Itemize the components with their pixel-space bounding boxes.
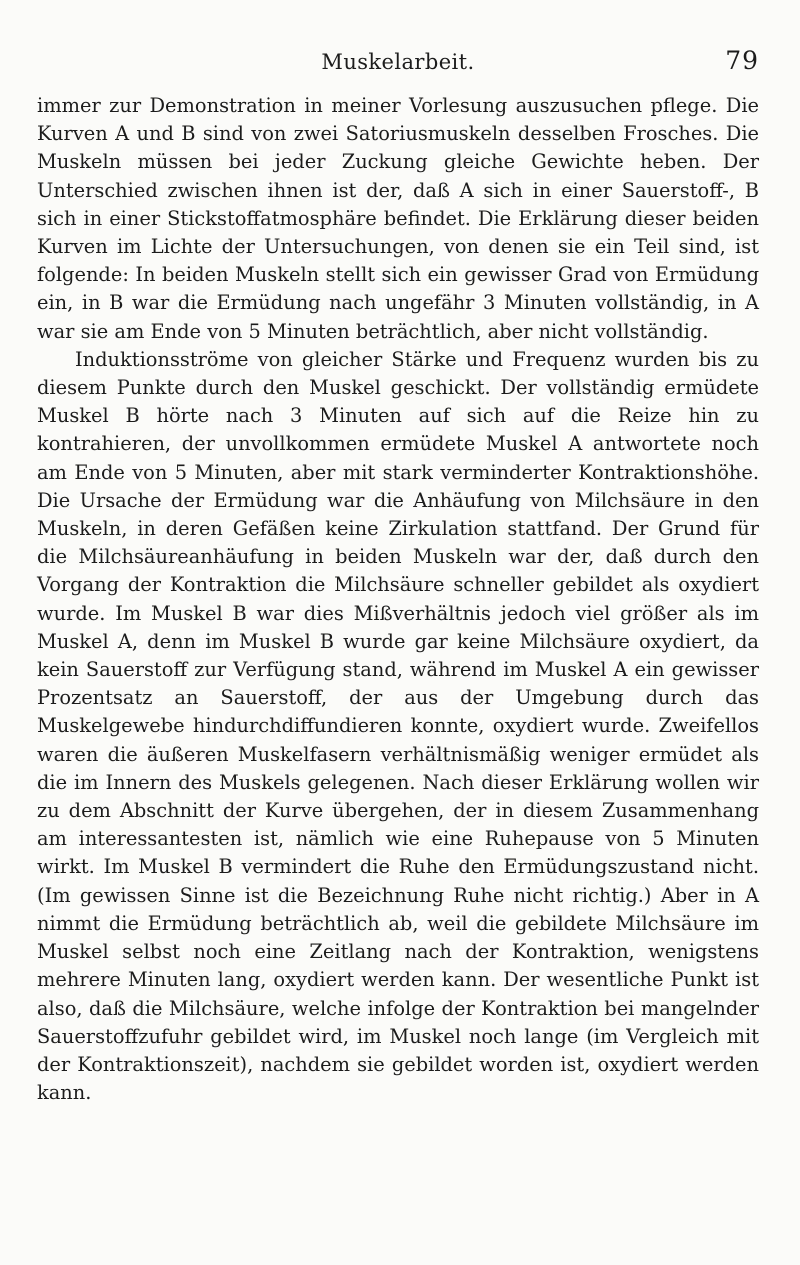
body-text [37,92,759,1107]
page-header [37,46,759,90]
book-page [37,46,759,1107]
paragraph-continuation: immer zur Demonstration in meiner Vorlesung auszusuchen pflege. Die Kurven A und B sind von zwei Satoriusmuskeln desselben Frosches. Die Muskeln müssen bei jeder Zuckung gleiche Gewichte heben. Der Unterschied zwischen ihnen ist der, daß A sich in einer Sauerstoff-, B sich in einer Stickstoffatmosphäre befindet. Die Erklärung dieser beiden Kurven im Lichte der Untersuchungen, von denen sie ein Teil sind, ist folgende: In beiden Muskeln stellt sich ein gewisser Grad von Ermüdung ein, in B war die Ermüdung nach ungefähr 3 Minuten vollständig, in A war sie am Ende von 5 Minuten beträchtlich, aber nicht vollständig. [37,94,759,343]
page-number: 79 [725,46,759,75]
paragraph-induktionsstroeme: Induktionsströme von gleicher Stärke und Frequenz wurden bis zu diesem Punkte durch den Muskel geschickt. Der vollständig ermüdete Muskel B hörte nach 3 Minuten auf sich auf die Reize hin zu kontrahieren, der unvollkommen ermüdete Muskel A antwortete noch am Ende von 5 Minuten, aber mit stark verminderter Kontraktionshöhe. Die Ursache der Ermüdung war die Anhäufung von Milchsäure in den Muskeln, in deren Gefäßen keine Zirkulation stattfand. Der Grund für die Milchsäureanhäufung in beiden Muskeln war der, daß durch den Vorgang der Kontraktion die Milchsäure schneller gebildet als oxydiert wurde. Im Muskel B war dies Mißverhältnis jedoch viel größer als im Muskel A, denn im Muskel B wurde gar keine Milchsäure oxydiert, da kein Sauerstoff zur Verfügung stand, während im Muskel A ein gewisser Prozentsatz an Sauerstoff, der aus der Umgebung durch das Muskelgewebe hindurchdiffundieren konnte, oxydiert wurde. Zweifellos waren die äußeren Muskelfasern verhältnismäßig weniger ermüdet als die im Innern des Muskels gelegenen. Nach dieser Erklärung wollen wir zu dem Abschnitt der Kurve übergehen, der in diesem Zusammenhang am interessantesten ist, nämlich wie eine Ruhepause von 5 Minuten wirkt. Im Muskel B vermindert die Ruhe den Ermüdungszustand nicht. (Im gewissen Sinne ist die Bezeichnung Ruhe nicht richtig.) Aber in A nimmt die Ermüdung beträchtlich ab, weil die gebildete Milchsäure im Muskel selbst noch eine Zeitlang nach der Kontraktion, wenigstens mehrere Minuten lang, oxydiert werden kann. Der wesentliche Punkt ist also, daß die Milchsäure, welche infolge der Kontraktion bei mangelnder Sauerstoffzufuhr gebildet wird, im Muskel noch lange (im Vergleich mit der Kontraktionszeit), nachdem sie gebildet worden ist, oxydiert werden kann. [37,347,759,1105]
running-title: Muskelarbeit. [321,50,475,74]
